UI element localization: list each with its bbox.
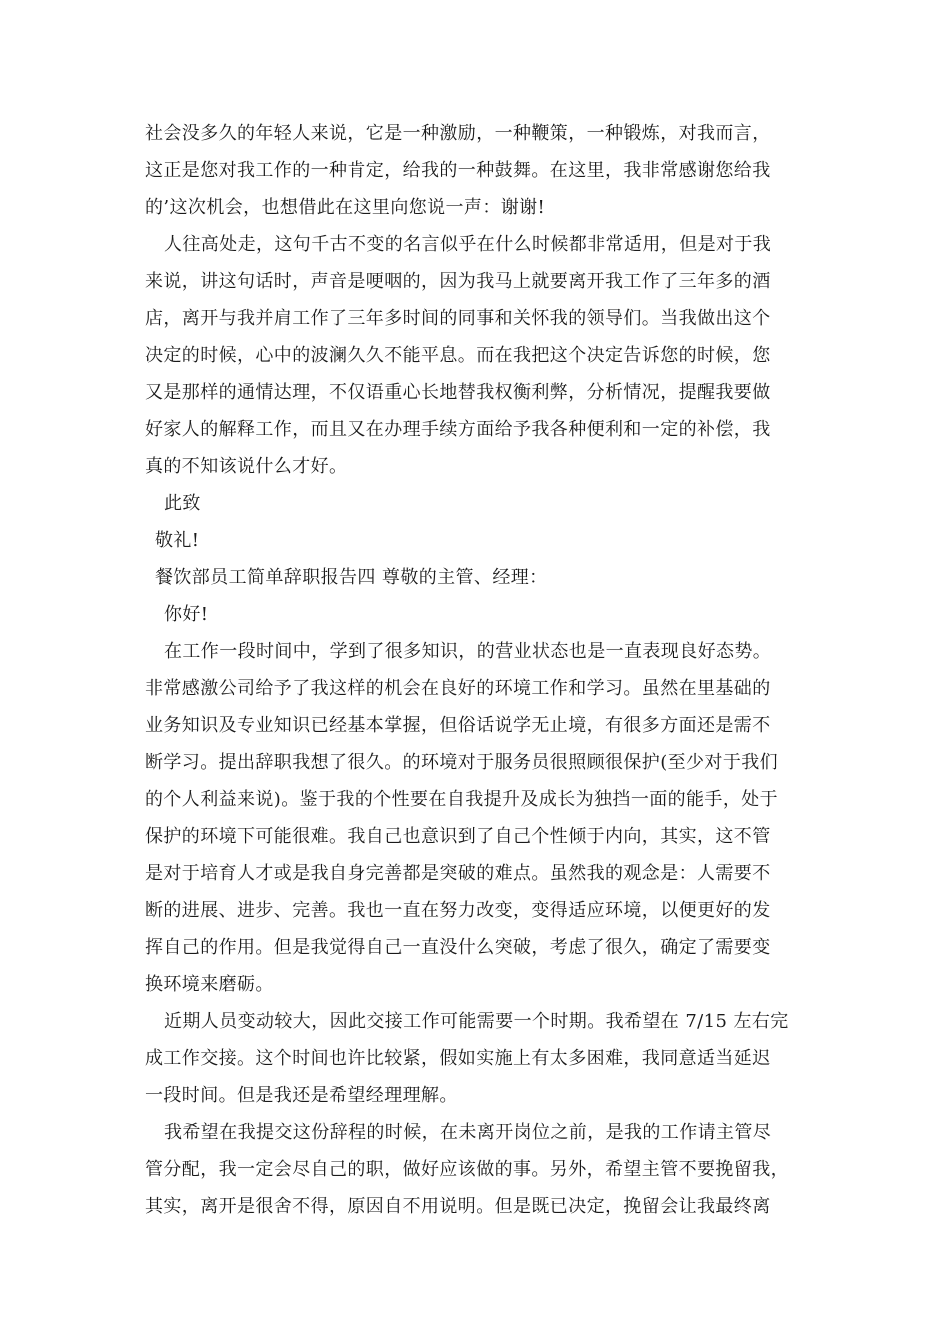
text-line: 其实，离开是很舍不得，原因自不用说明。但是既已决定，挽留会让我最终离: [145, 1196, 771, 1217]
text-line: 挥自己的作用。但是我觉得自己一直没什么突破，考虑了很久，确定了需要变: [145, 937, 771, 958]
text-line: 店，离开与我并肩工作了三年多时间的同事和关怀我的领导们。当我做出这个: [145, 308, 771, 329]
closing-salutation: 此致: [164, 493, 201, 514]
text-line: 又是那样的通情达理，不仅语重心长地替我权衡利弊，分析情况，提醒我要做: [145, 382, 771, 403]
closing-regards: 敬礼!: [155, 530, 200, 551]
text-line: 换环境来磨砺。: [145, 974, 274, 995]
text-line: 社会没多久的年轻人来说，它是一种激励，一种鞭策，一种锻炼，对我而言，: [145, 123, 771, 144]
paragraph-start-line: 在工作一段时间中，学到了很多知识，的营业状态也是一直表现良好态势。: [164, 641, 772, 662]
text-line: 的’这次机会，也想借此在这里向您说一声：谢谢!: [145, 197, 546, 218]
text-line: 一段时间。但是我还是希望经理理解。: [145, 1085, 458, 1106]
text-line: 断的进展、进步、完善。我也一直在努力改变，变得适应环境，以便更好的发: [145, 900, 771, 921]
paragraph-start-line: 我希望在我提交这份辞程的时候，在未离开岗位之前，是我的工作请主管尽: [164, 1122, 772, 1143]
text-line: 管分配，我一定会尽自己的职，做好应该做的事。另外，希望主管不要挽留我，: [145, 1159, 789, 1180]
paragraph-start-line: 人往高处走，这句千古不变的名言似乎在什么时候都非常适用，但是对于我: [164, 234, 772, 255]
text-line: 断学习。提出辞职我想了很久。的环境对于服务员很照顾很保护(至少对于我们: [145, 752, 779, 773]
text-line: 来说，讲这句话时，声音是哽咽的，因为我马上就要离开我工作了三年多的酒: [145, 271, 771, 292]
paragraph-start-line: 近期人员变动较大，因此交接工作可能需要一个时期。我希望在 7/15 左右完: [164, 1011, 789, 1032]
text-line: 是对于培育人才或是我自身完善都是突破的难点。虽然我的观念是：人需要不: [145, 863, 771, 884]
text-line: 非常感激公司给予了我这样的机会在良好的环境工作和学习。虽然在里基础的: [145, 678, 771, 699]
text-line: 成工作交接。这个时间也许比较紧，假如实施上有太多困难，我同意适当延迟: [145, 1048, 771, 1069]
text-line: 保护的环境下可能很难。我自己也意识到了自己个性倾于内向，其实，这不管: [145, 826, 771, 847]
greeting: 你好!: [164, 604, 209, 625]
text-line: 业务知识及专业知识已经基本掌握，但俗话说学无止境，有很多方面还是需不: [145, 715, 771, 736]
text-line: 决定的时候，心中的波澜久久不能平息。而在我把这个决定告诉您的时候，您: [145, 345, 771, 366]
text-line: 这正是您对我工作的一种肯定，给我的一种鼓舞。在这里，我非常感谢您给我: [145, 160, 771, 181]
text-line: 真的不知该说什么才好。: [145, 456, 348, 477]
text-line: 好家人的解释工作，而且又在办理手续方面给予我各种便利和一定的补偿，我: [145, 419, 771, 440]
text-line: 的个人利益来说)。鉴于我的个性要在自我提升及成长为独挡一面的能手，处于: [145, 789, 779, 810]
section-heading: 餐饮部员工简单辞职报告四 尊敬的主管、经理：: [155, 567, 548, 588]
